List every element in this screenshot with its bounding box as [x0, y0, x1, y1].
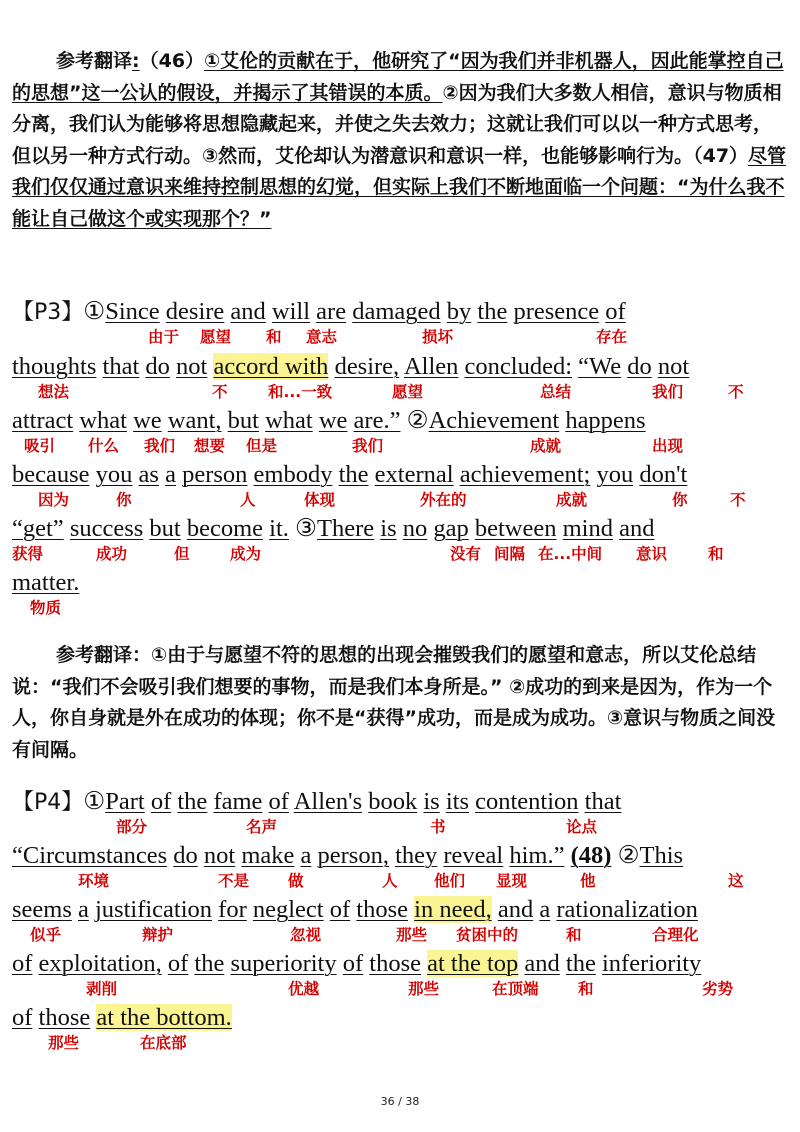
- gloss: 在...中间: [538, 545, 603, 563]
- gloss: 你: [116, 491, 132, 509]
- gloss: 似乎: [30, 926, 62, 944]
- gloss: 人: [382, 872, 398, 890]
- translation-label: 参考翻译: [56, 644, 133, 666]
- gloss: 和...一致: [268, 383, 333, 401]
- translation-colon: :: [132, 50, 140, 72]
- word: but: [227, 407, 259, 434]
- word: as: [138, 461, 159, 488]
- page-number: 36 / 38: [380, 1095, 420, 1108]
- p3-line-4: [12, 460, 792, 514]
- circled-number: ②: [406, 407, 429, 434]
- gloss: 由于: [148, 328, 180, 346]
- word: him.”: [509, 842, 565, 869]
- word: is: [380, 515, 397, 542]
- circled-number: ③: [295, 515, 318, 542]
- gloss: 损坏: [422, 328, 454, 346]
- word: for: [218, 896, 247, 923]
- gloss: 人: [240, 491, 256, 509]
- word: a: [78, 896, 89, 923]
- gloss: 辩护: [142, 926, 174, 944]
- word: external: [374, 461, 454, 488]
- word: attract: [12, 407, 74, 434]
- word: superiority: [230, 950, 337, 977]
- word: fame: [213, 788, 263, 815]
- word: concluded:: [464, 353, 573, 380]
- word: and: [524, 950, 560, 977]
- gloss: 和: [708, 545, 724, 563]
- word: is: [423, 788, 440, 815]
- word: what: [265, 407, 313, 434]
- p3-line-5: [12, 514, 792, 568]
- word: that: [102, 353, 140, 380]
- word: a: [539, 896, 551, 923]
- word: achievement;: [459, 461, 591, 488]
- gloss: 贫困中的: [456, 926, 519, 944]
- word: we: [133, 407, 162, 434]
- gloss: 那些: [48, 1034, 80, 1052]
- word: of: [342, 950, 364, 977]
- word: “get”: [12, 515, 64, 542]
- word: and: [619, 515, 655, 542]
- gloss: 他: [580, 872, 596, 890]
- word: presence: [513, 298, 600, 325]
- word: those: [356, 896, 409, 923]
- word: the: [477, 298, 508, 325]
- gloss: 显现: [496, 872, 528, 890]
- p4-line-4: [12, 949, 792, 1003]
- highlighted-phrase: at the top: [427, 950, 519, 977]
- p4-line-3: [12, 895, 792, 949]
- word: become: [186, 515, 264, 542]
- word: of: [12, 1004, 33, 1031]
- gloss: 我们: [352, 437, 384, 455]
- gloss: 做: [288, 872, 304, 890]
- word: desire: [165, 298, 225, 325]
- gloss: 和: [266, 328, 282, 346]
- word: neglect: [252, 896, 324, 923]
- paragraph-tag-p3: 【P3】: [12, 300, 84, 325]
- gloss: 出现: [652, 437, 684, 455]
- word: and: [497, 896, 534, 923]
- highlighted-phrase: accord with: [213, 353, 329, 380]
- gloss: 外在的: [420, 491, 467, 509]
- p3-line-2: [12, 352, 792, 406]
- word: person,: [317, 842, 389, 869]
- word: desire,: [334, 353, 400, 380]
- gloss: 意志: [306, 328, 338, 346]
- word: Allen: [403, 353, 459, 380]
- gloss: 那些: [396, 926, 428, 944]
- word: are: [316, 298, 347, 325]
- gloss: 优越: [288, 980, 320, 998]
- gloss: 吸引: [24, 437, 56, 455]
- gloss: 成就: [530, 437, 562, 455]
- word: of: [150, 788, 172, 815]
- gloss: 劣势: [702, 980, 734, 998]
- word: and: [230, 298, 266, 325]
- word: Achievement: [428, 407, 560, 434]
- word: do: [145, 353, 170, 380]
- word: not: [203, 842, 236, 869]
- word: reveal: [443, 842, 504, 869]
- gloss: 成为: [230, 545, 262, 563]
- gloss: 剥削: [86, 980, 118, 998]
- word: not: [657, 353, 690, 380]
- word: are.”: [353, 407, 401, 434]
- gloss: 那些: [408, 980, 440, 998]
- word: we: [318, 407, 348, 434]
- question-number-46: （46）: [139, 50, 205, 72]
- word: do: [173, 842, 198, 869]
- word: the: [194, 950, 225, 977]
- gloss: 你: [672, 491, 688, 509]
- word: because: [12, 461, 90, 488]
- word: “We: [578, 353, 622, 380]
- word: the: [338, 461, 369, 488]
- word: Since: [105, 298, 160, 325]
- gloss: 在顶端: [492, 980, 539, 998]
- gloss: 在底部: [140, 1034, 187, 1052]
- gloss: 合理化: [652, 926, 699, 944]
- gloss: 想要: [194, 437, 226, 455]
- word: thoughts: [12, 353, 97, 380]
- p3-line-6: [12, 568, 792, 622]
- word: of: [12, 950, 33, 977]
- circled-number: ①: [83, 788, 106, 815]
- gloss: 不: [728, 383, 744, 401]
- word: person: [182, 461, 248, 488]
- gloss: 没有: [450, 545, 482, 563]
- word: contention: [475, 788, 579, 815]
- word: a: [300, 842, 312, 869]
- p4-line-1: [12, 787, 792, 841]
- highlighted-phrase: at the bottom.: [96, 1004, 232, 1031]
- gloss: 体现: [304, 491, 336, 509]
- gloss: 不: [730, 491, 746, 509]
- gloss: 我们: [144, 437, 176, 455]
- highlighted-phrase: in need,: [414, 896, 492, 923]
- word: the: [177, 788, 208, 815]
- gloss: 部分: [116, 818, 148, 836]
- gloss: 总结: [540, 383, 572, 401]
- p4-line-2: [12, 841, 792, 895]
- translation-46-47: [12, 46, 788, 235]
- word: “Circumstances: [12, 842, 168, 869]
- word: no: [402, 515, 428, 542]
- word: Allen's: [293, 788, 363, 815]
- circled-number: ②: [617, 842, 640, 869]
- gloss: 但: [174, 545, 190, 563]
- word: you: [596, 461, 634, 488]
- gloss: 成就: [556, 491, 588, 509]
- word: will: [271, 298, 311, 325]
- gloss: 书: [430, 818, 446, 836]
- word: do: [627, 353, 652, 380]
- word: This: [639, 842, 684, 869]
- word: what: [79, 407, 127, 434]
- word: seems: [12, 896, 72, 923]
- word: you: [95, 461, 133, 488]
- gloss: 因为: [38, 491, 70, 509]
- gloss: 但是: [246, 437, 278, 455]
- gloss: 存在: [596, 328, 628, 346]
- word: happens: [565, 407, 646, 434]
- translation-label: 参考翻译: [56, 50, 133, 72]
- gloss: 名声: [246, 818, 278, 836]
- gloss: 和: [566, 926, 582, 944]
- gloss: 他们: [434, 872, 466, 890]
- gloss: 意识: [636, 545, 668, 563]
- gloss: 物质: [30, 599, 62, 617]
- gloss: 我们: [652, 383, 684, 401]
- gloss: 想法: [38, 383, 70, 401]
- word: its: [445, 788, 469, 815]
- p3-line-1: [12, 297, 792, 351]
- gloss: 什么: [88, 437, 120, 455]
- word: those: [369, 950, 421, 977]
- question-number-47: （47）: [693, 144, 749, 167]
- word: of: [167, 950, 189, 977]
- word: not: [176, 353, 208, 380]
- word: those: [38, 1004, 91, 1031]
- gloss: 这: [728, 872, 744, 890]
- gloss: 获得: [12, 545, 44, 563]
- p3-line-3: [12, 406, 792, 460]
- word: of: [329, 896, 351, 923]
- word: success: [69, 515, 144, 542]
- circled-number: ①: [83, 298, 106, 325]
- gloss: 愿望: [200, 328, 232, 346]
- paragraph-tag-p4: 【P4】: [12, 790, 84, 815]
- gloss: 间隔: [494, 545, 526, 563]
- word: Part: [105, 788, 145, 815]
- word: of: [605, 298, 626, 325]
- word: the: [565, 950, 596, 977]
- word: a: [165, 461, 176, 488]
- word: make: [241, 842, 295, 869]
- word: There: [317, 515, 375, 542]
- word: gap: [433, 515, 469, 542]
- gloss: 不: [212, 383, 228, 401]
- word: rationalization: [556, 896, 698, 923]
- word: don't: [639, 461, 688, 488]
- gloss: 忽视: [290, 926, 322, 944]
- question-number-48: (48): [570, 842, 612, 869]
- word: inferiority: [601, 950, 702, 977]
- gloss: 愿望: [392, 383, 424, 401]
- word: they: [395, 842, 438, 869]
- word: book: [368, 788, 418, 815]
- sentence-underlined-47: 尽管我们仅仅通过意识来维持控制思想的幻觉，但实际上我们不断地面临一个问题：“为什么我不能让自己做这个或实现那个？”: [12, 144, 787, 230]
- translation-colon: ：: [132, 644, 152, 666]
- word: want,: [167, 407, 222, 434]
- gloss: 环境: [78, 872, 110, 890]
- word: justification: [95, 896, 213, 923]
- gloss: 和: [578, 980, 594, 998]
- word: matter.: [12, 569, 80, 596]
- word: mind: [562, 515, 613, 542]
- translation-text: ①由于与愿望不符的思想的出现会摧毁我们的愿望和意志，所以艾伦总结说：“我们不会吸引我们想要的事物，而是我们本身所是。” ②成功的到来是因为，作为一个人，你自身就是外在成功的体现；你不是“获得”成功，而是成为成功。③意识与物质之间没有间隔。: [12, 644, 776, 761]
- word: exploitation,: [38, 950, 162, 977]
- word: damaged: [352, 298, 441, 325]
- word: by: [446, 298, 472, 325]
- sentence-underlined-46: ①艾伦的贡献在于，他研究了“因为我们并非机器人，因此能掌控自己的思想”这一公认的假设，并揭示了其错误的本质。: [12, 50, 784, 104]
- gloss: 论点: [566, 818, 598, 836]
- word: embody: [253, 461, 333, 488]
- p4-line-5: [12, 1003, 792, 1057]
- word: of: [268, 788, 289, 815]
- gloss: 不是: [218, 872, 250, 890]
- word: between: [474, 515, 557, 542]
- word: it.: [269, 515, 289, 542]
- translation-p3: [12, 640, 788, 766]
- gloss: 成功: [96, 545, 128, 563]
- sentence-plain: ②因为我们大多数人相信，意识与物质相分离，我们认为能够将思想隐藏起来，并使之失去效力；这就让我们可以以一种方式思考，但以另一种方式行动。③然而，艾伦却认为潜意识和意识一样，也能够影响行为。: [12, 81, 782, 167]
- word: that: [584, 788, 622, 815]
- word: but: [149, 515, 181, 542]
